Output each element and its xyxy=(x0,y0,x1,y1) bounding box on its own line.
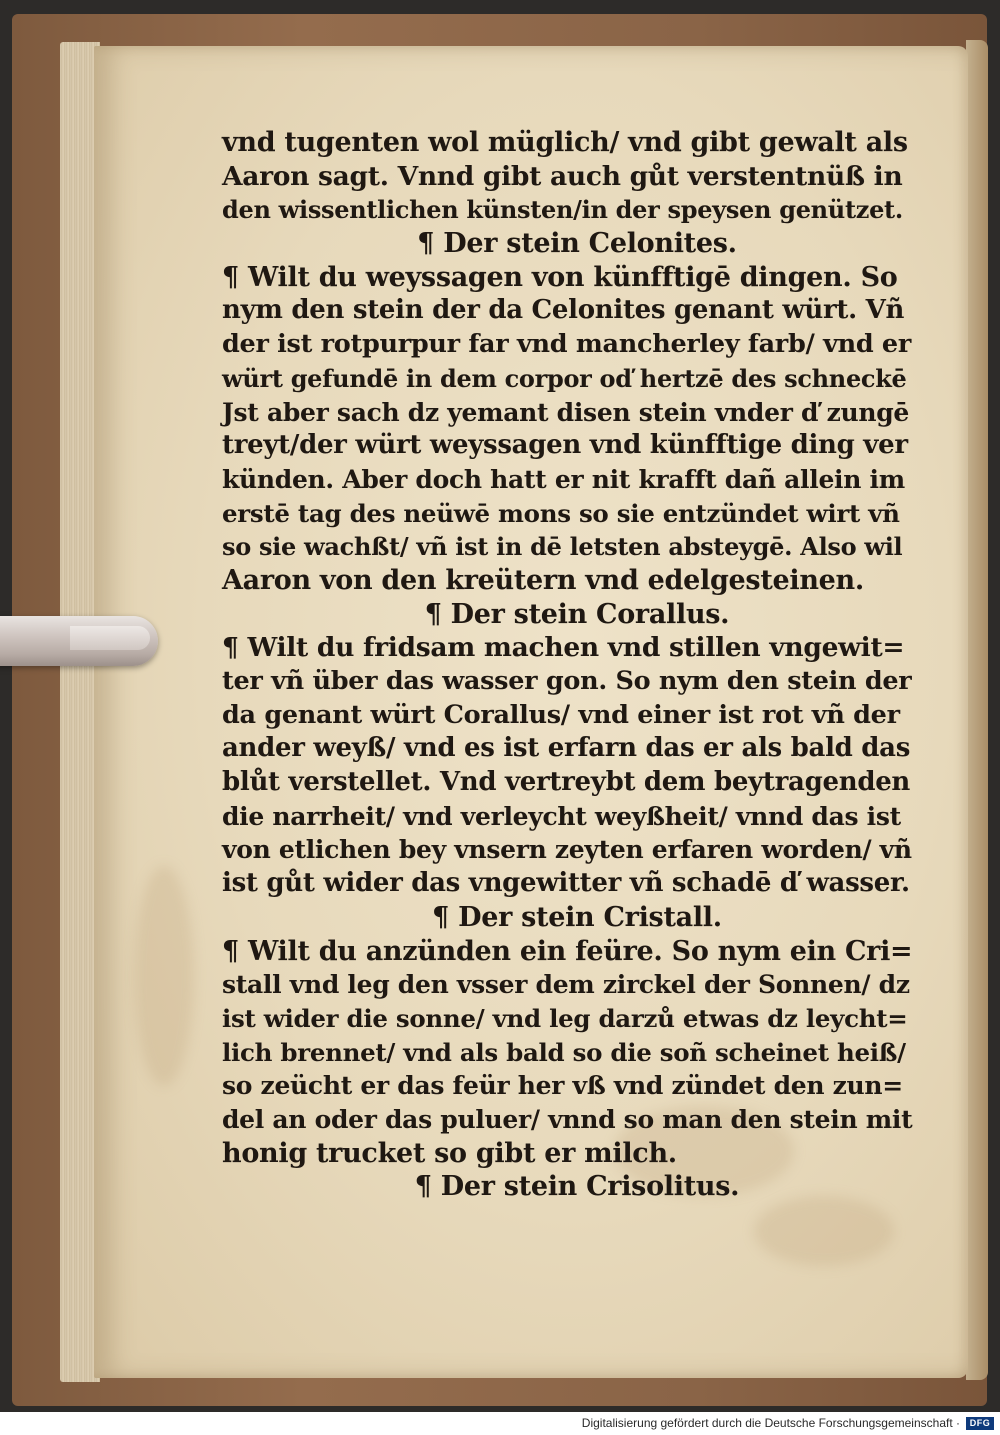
text-line: so sie wachßt/ vñ ist in dē letsten absteygē. Also wil xyxy=(222,532,903,562)
text-line: künden. Aber doch hatt er nit krafft dañ allein im xyxy=(222,464,905,494)
section-heading: ¶ Der stein Corallus. xyxy=(424,598,730,630)
text-line: treyt/der würt weyssagen vnd künfftige ding ver xyxy=(222,430,908,461)
text-line: den wissentlichen künsten/in der speysen genützet. xyxy=(222,195,903,225)
thumbnail-highlight xyxy=(70,626,150,650)
paper-stain xyxy=(134,866,194,1086)
section-heading: ¶ Der stein Celonites. xyxy=(417,228,737,260)
footer-bar xyxy=(0,1412,1000,1435)
text-line: Aaron von den kreütern vnd edelgesteinen. xyxy=(222,564,864,596)
text-line: ist gůt wider das vngewitter vñ schadē ď wasser. xyxy=(222,868,910,899)
section-heading: ¶ Der stein Cristall. xyxy=(432,901,722,933)
text-line: würt gefundē in dem corpor oď hertzē des schneckē xyxy=(222,363,907,393)
text-line: ist wider die sonne/ vnd leg darzů etwas dz leycht= xyxy=(222,1003,908,1033)
text-line: ander weyß/ vnd es ist erfarn das er als bald das xyxy=(222,733,911,764)
facing-page-edge xyxy=(966,40,988,1380)
page-text xyxy=(222,126,913,1204)
text-line: ter vñ über das wasser gon. So nym den stein der xyxy=(222,666,912,696)
text-line: so zeücht er das feür her vß vnd zündet den zun= xyxy=(222,1071,903,1101)
dfg-logo[interactable]: DFG xyxy=(966,1417,994,1430)
text-line: von etlichen bey vnsern zeyten erfaren worden/ vñ xyxy=(222,835,912,865)
text-line: der ist rotpurpur far vnd mancherley farb/ vnd er xyxy=(222,329,911,360)
section-heading: ¶ Der stein Crisolitus. xyxy=(414,1171,740,1203)
text-line: vnd tugenten wol müglich/ vnd gibt gewalt als xyxy=(222,127,908,158)
text-line: die narrheit/ vnd verleycht weyßheit/ vnnd das ist xyxy=(222,801,901,831)
text-line: da genant würt Corallus/ vnd einer ist rot vñ der xyxy=(222,699,900,730)
text-line: ¶ Wilt du weyssagen von künfftigē dingen. So xyxy=(222,261,898,293)
text-line: ¶ Wilt du anzünden ein feüre. So nym ein Cri= xyxy=(222,935,913,967)
text-line: Jst aber sach dz yemant disen stein vnder ď zungē xyxy=(222,397,910,427)
text-line: stall vnd leg den vsser dem zirckel der Sonnen/ dz xyxy=(222,970,910,1000)
text-line: blůt verstellet. Vnd vertreybt dem beytragenden xyxy=(222,767,911,798)
text-line: ¶ Wilt du fridsam machen vnd stillen vngewit= xyxy=(222,632,905,664)
paper-stain xyxy=(754,1196,894,1266)
funding-credit: Digitalisierung gefördert durch die Deutsche Forschungsgemeinschaft · xyxy=(581,1416,960,1430)
text-line: lich brennet/ vnd als bald so die soñ scheinet heiß/ xyxy=(222,1037,906,1067)
text-line: Aaron sagt. Vnnd gibt auch gůt verstentnüß in xyxy=(222,160,903,192)
text-line: erstē tag des neüwē mons so sie entzündet wirt vñ xyxy=(222,498,900,528)
text-line: honig trucket so gibt er milch. xyxy=(222,1137,677,1169)
text-line: nym den stein der da Celonites genant würt. Vñ xyxy=(222,295,905,326)
text-line: del an oder das puluer/ vnnd so man den stein mit xyxy=(222,1104,913,1134)
